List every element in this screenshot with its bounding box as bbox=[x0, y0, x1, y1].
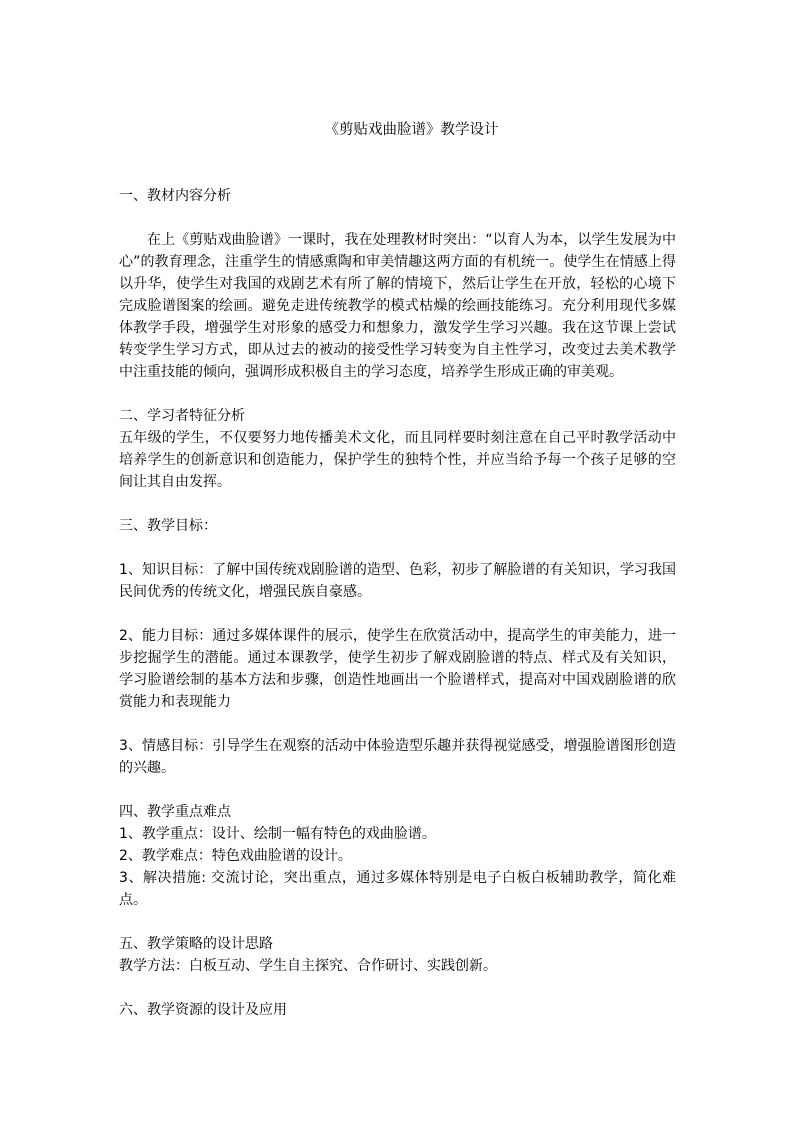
section-heading: 一、教材内容分析 bbox=[119, 188, 231, 204]
list-line: 2、教学难点：特色戏曲脸谱的设计。 bbox=[119, 848, 352, 864]
list-line: 教学方法：白板互动、学生自主探究、合作研讨、实践创新。 bbox=[119, 958, 497, 974]
objective-item: 2、能力目标：通过多媒体课件的展示，使学生在欣赏活动中，提高学生的审美能力，进一步挖掘学生的潜能。通过本课教学，使学生初步了解戏剧脸谱的特点、样式及有关知识，学习脸谱绘制的基本方法和步骤，创造性地画出一个脸谱样式，提高对中国戏剧脸谱的欣赏能力和表现能力 bbox=[119, 628, 676, 710]
section-heading: 三、教学目标： bbox=[119, 518, 217, 534]
section-heading: 六、教学资源的设计及应用 bbox=[119, 1002, 287, 1018]
section-paragraph: 五年级的学生，不仅要努力地传播美术文化，而且同样要时刻注意在自己平时教学活动中培养学生的创新意识和创造能力，保护学生的独特个性，并应当给予每一个孩子足够的空间让其自由发挥。 bbox=[119, 430, 676, 490]
objective-item: 1、知识目标：了解中国传统戏剧脸谱的造型、色彩，初步了解脸谱的有关知识，学习我国民间优秀的传统文化，增强民族自豪感。 bbox=[119, 562, 676, 600]
document-body bbox=[119, 119, 676, 1021]
list-line: 3、解决措施: 交流讨论，突出重点，通过多媒体特别是电子白板白板辅助教学，简化难点。 bbox=[119, 870, 676, 908]
document-title: 《剪贴戏曲脸谱》教学设计 bbox=[324, 122, 499, 138]
section-heading: 四、教学重点难点 bbox=[119, 804, 231, 820]
section-heading: 五、教学策略的设计思路 bbox=[119, 936, 273, 952]
section-paragraph: 在上《剪贴戏曲脸谱》一课时，我在处理教材时突出：“以育人为本，以学生发展为中心”的教育理念，注重学生的情感熏陶和审美情趣这两方面的有机统一。使学生在情感上得以升华，使学生对我国的戏剧艺术有所了解的情境下，然后让学生在开放，轻松的心境下完成脸谱图案的绘画。避免走进传统教学的模式枯燥的绘画技能练习。充分利用现代多媒体教学手段，增强学生对形象的感受力和想象力，激发学生学习兴趣。我在这节课上尝试转变学生学习方式，即从过去的被动的接受性学习转变为自主性学习，改变过去美术教学中注重技能的倾向，强调形成积极自主的学习态度，培养学生形成正确的审美观。 bbox=[119, 232, 676, 380]
list-line: 1、教学重点：设计、绘制一幅有特色的戏曲脸谱。 bbox=[119, 826, 436, 842]
section-heading: 二、学习者特征分析 bbox=[119, 408, 245, 424]
objective-item: 3、情感目标：引导学生在观察的活动中体验造型乐趣并获得视觉感受，增强脸谱图形创造的兴趣。 bbox=[119, 738, 676, 776]
